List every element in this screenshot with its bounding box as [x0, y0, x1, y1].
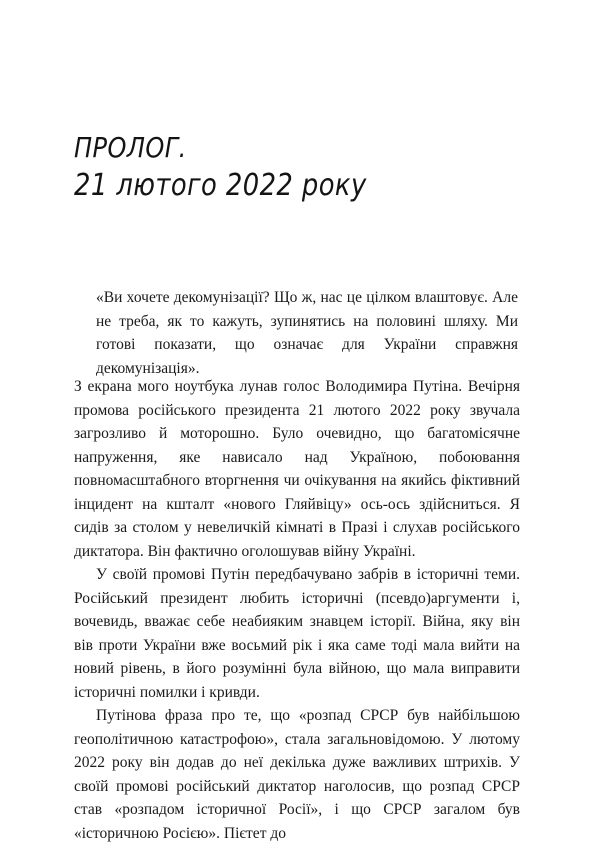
chapter-title-prologue: ПРОЛОГ. [74, 131, 187, 164]
chapter-title-date: 21 лютого 2022 року [74, 168, 367, 203]
paragraph-3: Путінова фраза про те, що «розпад СРСР був найбільшою геополітичною катастрофою», стала загальновідомою. У лютому 2022 року він додав до неї декілька дуже важливих штрихів. У своїй промові російський диктатор наголосив, що розпад СРСР став «розпадом історичної Росії», і що СРСР загалом був «історичною Росією». Пієтет до [74, 707, 520, 842]
body-text [74, 375, 520, 845]
epigraph-quote: «Ви хочете декомунізації? Що ж, нас це цілком влаштовує. Але не треба, як то кажуть, зупинятись на половині шляху. Ми готові показати, що означає для України справжня декомунізація». [96, 289, 518, 377]
chapter-heading [74, 130, 534, 206]
paragraph-1: З екрана мого ноутбука лунав голос Володимира Путіна. Вечірня промова російського президента 21 лютого 2022 року звучала загрозливо й моторошно. Було очевидно, що багатомісячне напруження, яке нависало над Україною, побоювання повномасштабного вторгнення чи очікування на якийсь фіктивний інцидент на кшталт «нового Гляйвіцу» ось-ось здійсниться. Я сидів за столом у невеличкій кімнаті в Празі і слухав російського диктатора. Він фактично оголошував війну Україні. [74, 378, 520, 560]
paragraph-2: У своїй промові Путін передбачувано забрів в історичні теми. Російський президент любить історичні (псевдо)аргументи і, вочевидь, вважає себе неабияким знавцем історії. Війна, яку він вів проти України вже восьмий рік і яка саме тоді мала вийти на новий рівень, в його розумінні була війною, що мала виправити історичні помилки і кривди. [74, 566, 520, 701]
